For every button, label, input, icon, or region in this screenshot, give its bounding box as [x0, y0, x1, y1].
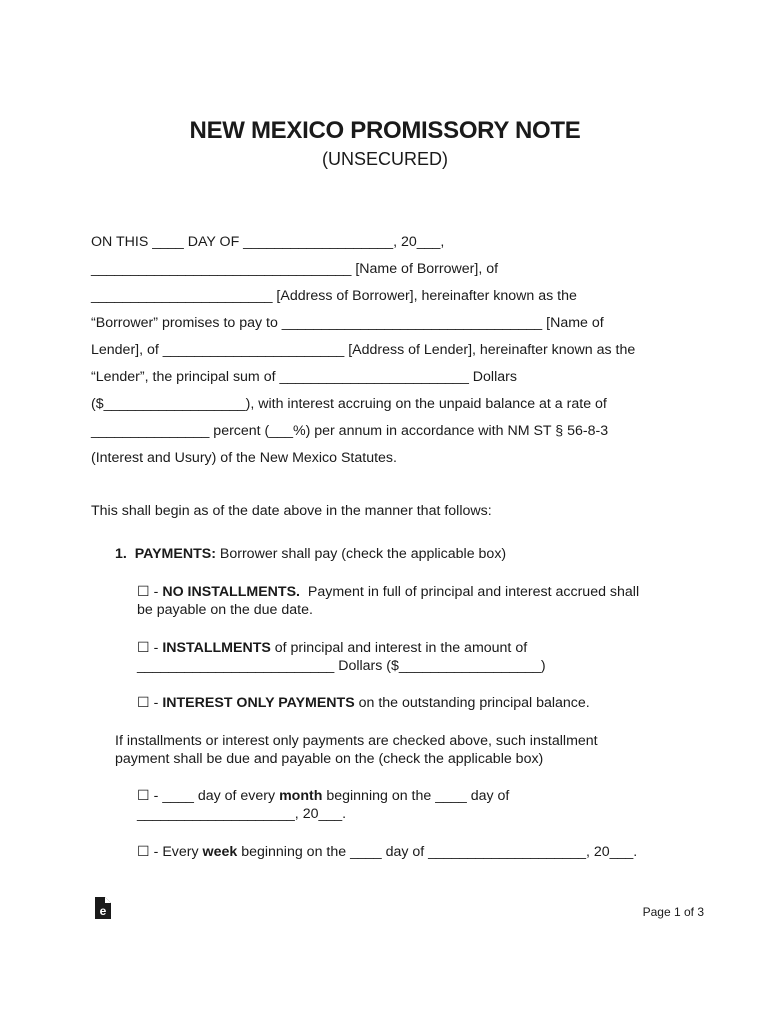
- option-text: of principal and interest in the amount of: [270, 640, 528, 656]
- intro-line: ON THIS ____ DAY OF ___________________, 20___,: [91, 234, 445, 250]
- payments-number: 1.: [115, 546, 127, 562]
- payments-label: PAYMENTS:: [134, 546, 216, 562]
- option-text: Payment in full of principal and interest accrued shall: [300, 584, 640, 600]
- option-monthly[interactable]: [137, 787, 509, 805]
- payments-heading: [115, 545, 506, 563]
- option-text: beginning on the ____ day of ____________________, 20___.: [237, 844, 638, 860]
- payments-text: Borrower shall pay (check the applicable box): [215, 546, 507, 562]
- intro-line: Lender], of _______________________ [Address of Lender], hereinafter known as the: [91, 342, 636, 358]
- checkbox-icon[interactable]: ☐ -: [137, 584, 163, 600]
- option-prefix[interactable]: ☐ - Every: [137, 844, 203, 860]
- page-number: Page 1 of 3: [642, 905, 704, 919]
- option-weekly[interactable]: [137, 843, 637, 861]
- intro-line: (Interest and Usury) of the New Mexico Statutes.: [91, 450, 397, 466]
- option-prefix[interactable]: ☐ - ____ day of every: [137, 788, 280, 804]
- option-text-line2: _________________________ Dollars ($__________________): [137, 658, 546, 674]
- option-text-line2: be payable on the due date.: [137, 602, 313, 618]
- option-installments[interactable]: [137, 639, 527, 657]
- option-label: NO INSTALLMENTS.: [162, 584, 300, 600]
- checkbox-icon[interactable]: ☐ -: [137, 695, 163, 711]
- intro-line: “Borrower” promises to pay to _________________________________ [Name of: [91, 315, 604, 331]
- schedule-intro-line: payment shall be due and payable on the (check the applicable box): [115, 751, 544, 767]
- option-text: beginning on the ____ day of: [322, 788, 510, 804]
- option-label: INTEREST ONLY PAYMENTS: [162, 695, 355, 711]
- option-text: on the outstanding principal balance.: [354, 695, 590, 711]
- option-label: INSTALLMENTS: [162, 640, 271, 656]
- intro-line: _______________ percent (___%) per annum in accordance with NM ST § 56-8-3: [91, 423, 609, 439]
- document-title: NEW MEXICO PROMISSORY NOTE: [189, 117, 581, 144]
- option-label: month: [279, 788, 323, 804]
- begin-line: This shall begin as of the date above in the manner that follows:: [91, 503, 492, 519]
- option-interest-only[interactable]: [137, 694, 590, 712]
- document-subtitle: (UNSECURED): [322, 149, 448, 169]
- svg-text:e: e: [99, 904, 107, 918]
- option-no-installments[interactable]: [137, 583, 639, 601]
- intro-line: ($__________________), with interest accruing on the unpaid balance at a rate of: [91, 396, 607, 412]
- intro-line: _________________________________ [Name of Borrower], of: [91, 261, 499, 277]
- option-label: week: [202, 844, 238, 860]
- intro-line: “Lender”, the principal sum of ________________________ Dollars: [91, 369, 517, 385]
- checkbox-icon[interactable]: ☐ -: [137, 640, 163, 656]
- option-text-line2: ____________________, 20___.: [137, 806, 347, 822]
- intro-line: _______________________ [Address of Borrower], hereinafter known as the: [91, 288, 577, 304]
- schedule-intro-line: If installments or interest only payments are checked above, such installment: [115, 733, 598, 749]
- esign-logo-icon: [94, 896, 112, 920]
